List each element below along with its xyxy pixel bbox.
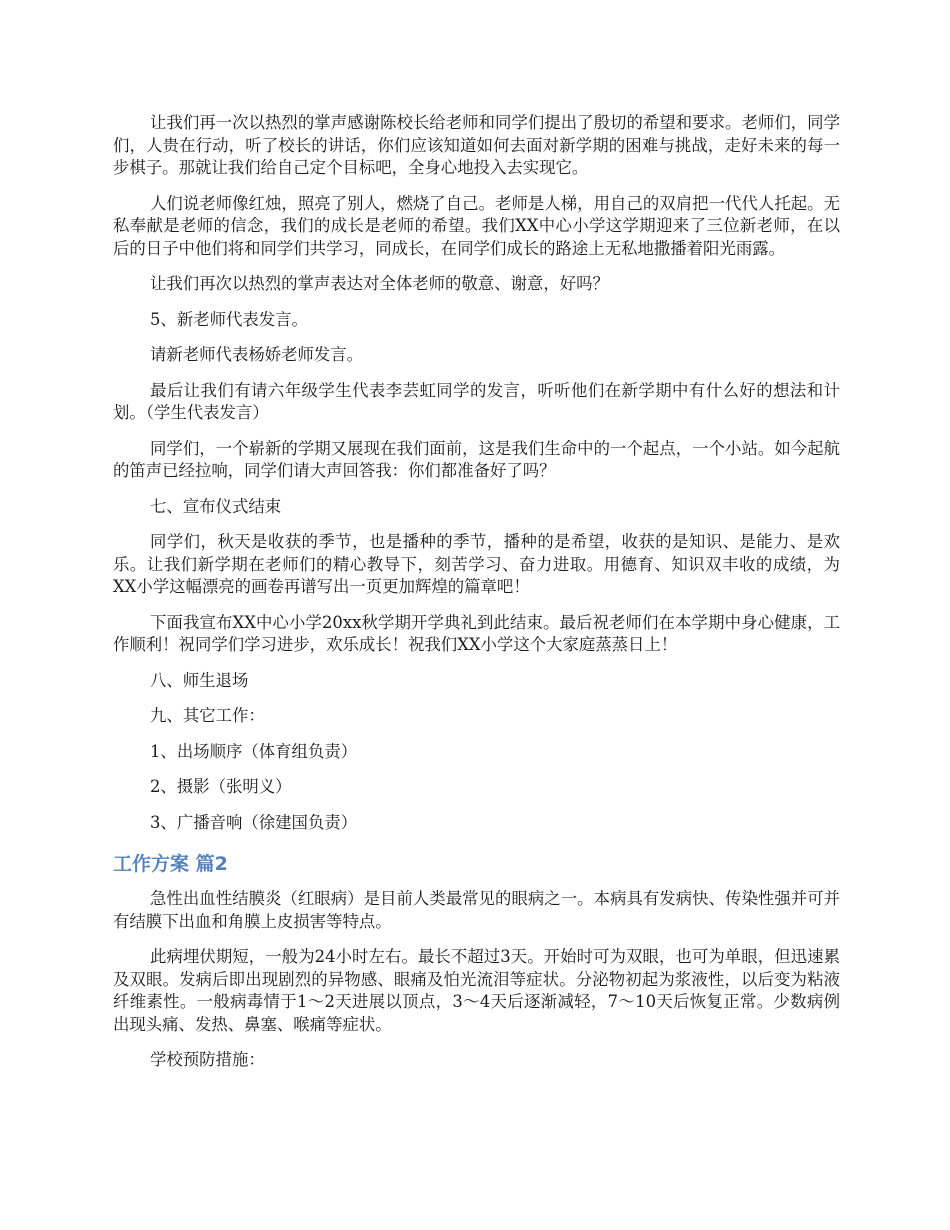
section-heading: 工作方案 篇2: [113, 853, 228, 875]
list-item: 3、广播音响（徐建国负责）: [150, 812, 358, 832]
paragraph: 同学们，秋天是收获的季节，也是播种的季节，播种的是希望，收获的是知识、是能力、是欢乐。让我们新学期在老师们的精心教导下，刻苦学习、奋力进取。用德育、知识双丰收的成绩，为XX小学这幅漂亮的画卷再谱写出一页更加辉煌的篇章吧！: [113, 532, 840, 596]
paragraph: 最后让我们有请六年级学生代表李芸虹同学的发言，听听他们在新学期中有什么好的想法和计划。（学生代表发言）: [113, 380, 840, 422]
document-page: [113, 112, 840, 1085]
list-item: 5、新老师代表发言。: [150, 309, 308, 329]
paragraph: 让我们再一次以热烈的掌声感谢陈校长给老师和同学们提出了殷切的希望和要求。老师们，同学们，人贵在行动，听了校长的讲话，你们应该知道如何去面对新学期的困难与挑战，走好未来的每一步棋子。那就让我们给自己定个目标吧，全身心地投入去实现它。: [113, 113, 840, 177]
section-item: 七、宣布仪式结束: [150, 496, 282, 516]
paragraph: 急性出血性结膜炎（红眼病）是目前人类最常见的眼病之一。本病具有发病快、传染性强并可并有结膜下出血和角膜上皮损害等特点。: [113, 889, 840, 931]
paragraph: 请新老师代表杨娇老师发言。: [150, 345, 364, 364]
paragraph: 学校预防措施：: [150, 1050, 265, 1069]
paragraph: 下面我宣布XX中心小学20xx秋学期开学典礼到此结束。最后祝老师们在本学期中身心健康，工作顺利！祝同学们学习进步，欢乐成长！祝我们XX小学这个大家庭蒸蒸日上！: [113, 612, 840, 654]
section-item: 九、其它工作：: [150, 706, 265, 725]
list-item: 2、摄影（张明义）: [150, 777, 292, 796]
list-item: 1、出场顺序（体育组负责）: [150, 741, 358, 761]
paragraph: 让我们再次以热烈的掌声表达对全体老师的敬意、谢意，好吗？: [150, 274, 609, 293]
paragraph: 此病埋伏期短，一般为24小时左右。最长不超过3天。开始时可为双眼，也可为单眼，但迅速累及双眼。发病后即出现剧烈的异物感、眼痛及怕光流泪等症状。分泌物初起为浆液性，以后变为粘液纤维素性。一般病毒情于1～2天进展以顶点，3～4天后逐渐减轻，7～10天后恢复正常。少数病例出现头痛、发热、鼻塞、喉痛等症状。: [113, 947, 840, 1034]
section-item: 八、师生退场: [150, 670, 249, 690]
paragraph: 同学们，一个崭新的学期又展现在我们面前，这是我们生命中的一个起点，一个小站。如今起航的笛声已经拉响，同学们请大声回答我：你们都准备好了吗？: [113, 438, 840, 480]
paragraph: 人们说老师像红烛，照亮了别人，燃烧了自己。老师是人梯，用自己的双肩把一代代人托起。无私奉献是老师的信念，我们的成长是老师的希望。我们XX中心小学这学期迎来了三位新老师，在以后的日子中他们将和同学们共学习，同成长，在同学们成长的路途上无私地撒播着阳光雨露。: [113, 193, 840, 258]
